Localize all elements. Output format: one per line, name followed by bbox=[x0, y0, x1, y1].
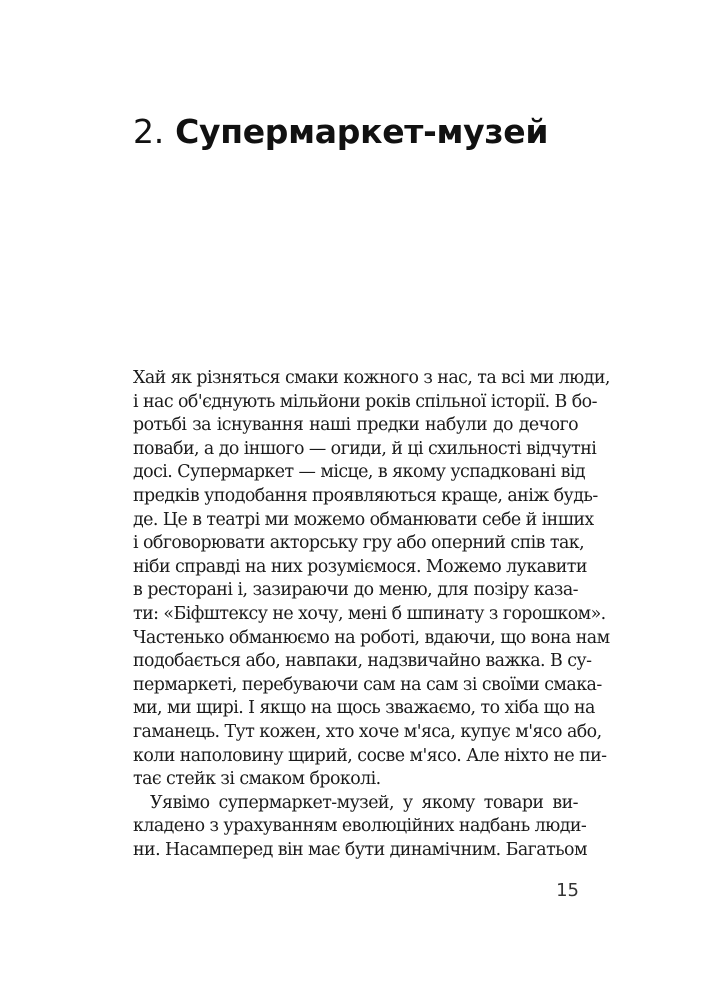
text-line: тає стейк зі смаком броколі. bbox=[133, 769, 381, 790]
text-line: ни. Насамперед він має бути динамічним. Багатьом bbox=[133, 839, 587, 860]
text-line: кладено з урахуванням еволюційних надбань люди- bbox=[133, 816, 587, 837]
page-number: 15 bbox=[556, 880, 579, 901]
text-line: і нас об'єднують мільйони років спільної історії. В бо- bbox=[133, 391, 597, 412]
text-line: в ресторані і, зазираючи до меню, для позіру каза- bbox=[133, 580, 578, 601]
text-line: поваби, а до іншого — огиди, й ці схильності відчутні bbox=[133, 438, 597, 459]
chapter-title bbox=[133, 110, 548, 154]
body-text bbox=[133, 367, 610, 862]
paragraph-first-line: Уявімо супермаркет-музей, у якому товари ви- bbox=[150, 792, 578, 813]
text-line: ротьбі за існування наші предки набули до дечого bbox=[133, 415, 578, 436]
text-line: де. Це в театрі ми можемо обманювати себе й інших bbox=[133, 509, 594, 530]
text-line: Хай як різняться смаки кожного з нас, та всі ми люди, bbox=[133, 368, 610, 388]
text-line: Частенько обманюємо на роботі, вдаючи, що вона нам bbox=[133, 627, 610, 648]
text-line: і обговорювати акторську гру або оперний спів так, bbox=[133, 533, 585, 554]
text-line: ніби справді на них розуміємося. Можемо лукавити bbox=[133, 556, 587, 577]
text-line: коли наполовину щирий, сосве м'ясо. Але ніхто не пи- bbox=[133, 745, 607, 766]
text-line: подобається або, навпаки, надзвичайно важка. В су- bbox=[133, 651, 592, 672]
chapter-name: Супермаркет-музей bbox=[175, 112, 549, 151]
text-line: предків уподобання проявляються краще, аніж будь- bbox=[133, 485, 598, 506]
text-line: ми, ми щирі. І якщо на щось зважаємо, то хіба що на bbox=[133, 698, 595, 719]
text-line: ти: «Біфштексу не хочу, мені б шпинату з горошком». bbox=[133, 603, 606, 624]
text-line: досі. Супермаркет — місце, в якому успадковані від bbox=[133, 462, 585, 483]
text-line: пермаркеті, перебуваючи сам на сам зі своїми смака- bbox=[133, 674, 602, 695]
chapter-number: 2. bbox=[133, 112, 164, 151]
text-line: гаманець. Тут кожен, хто хоче м'яса, купує м'ясо або, bbox=[133, 721, 602, 742]
